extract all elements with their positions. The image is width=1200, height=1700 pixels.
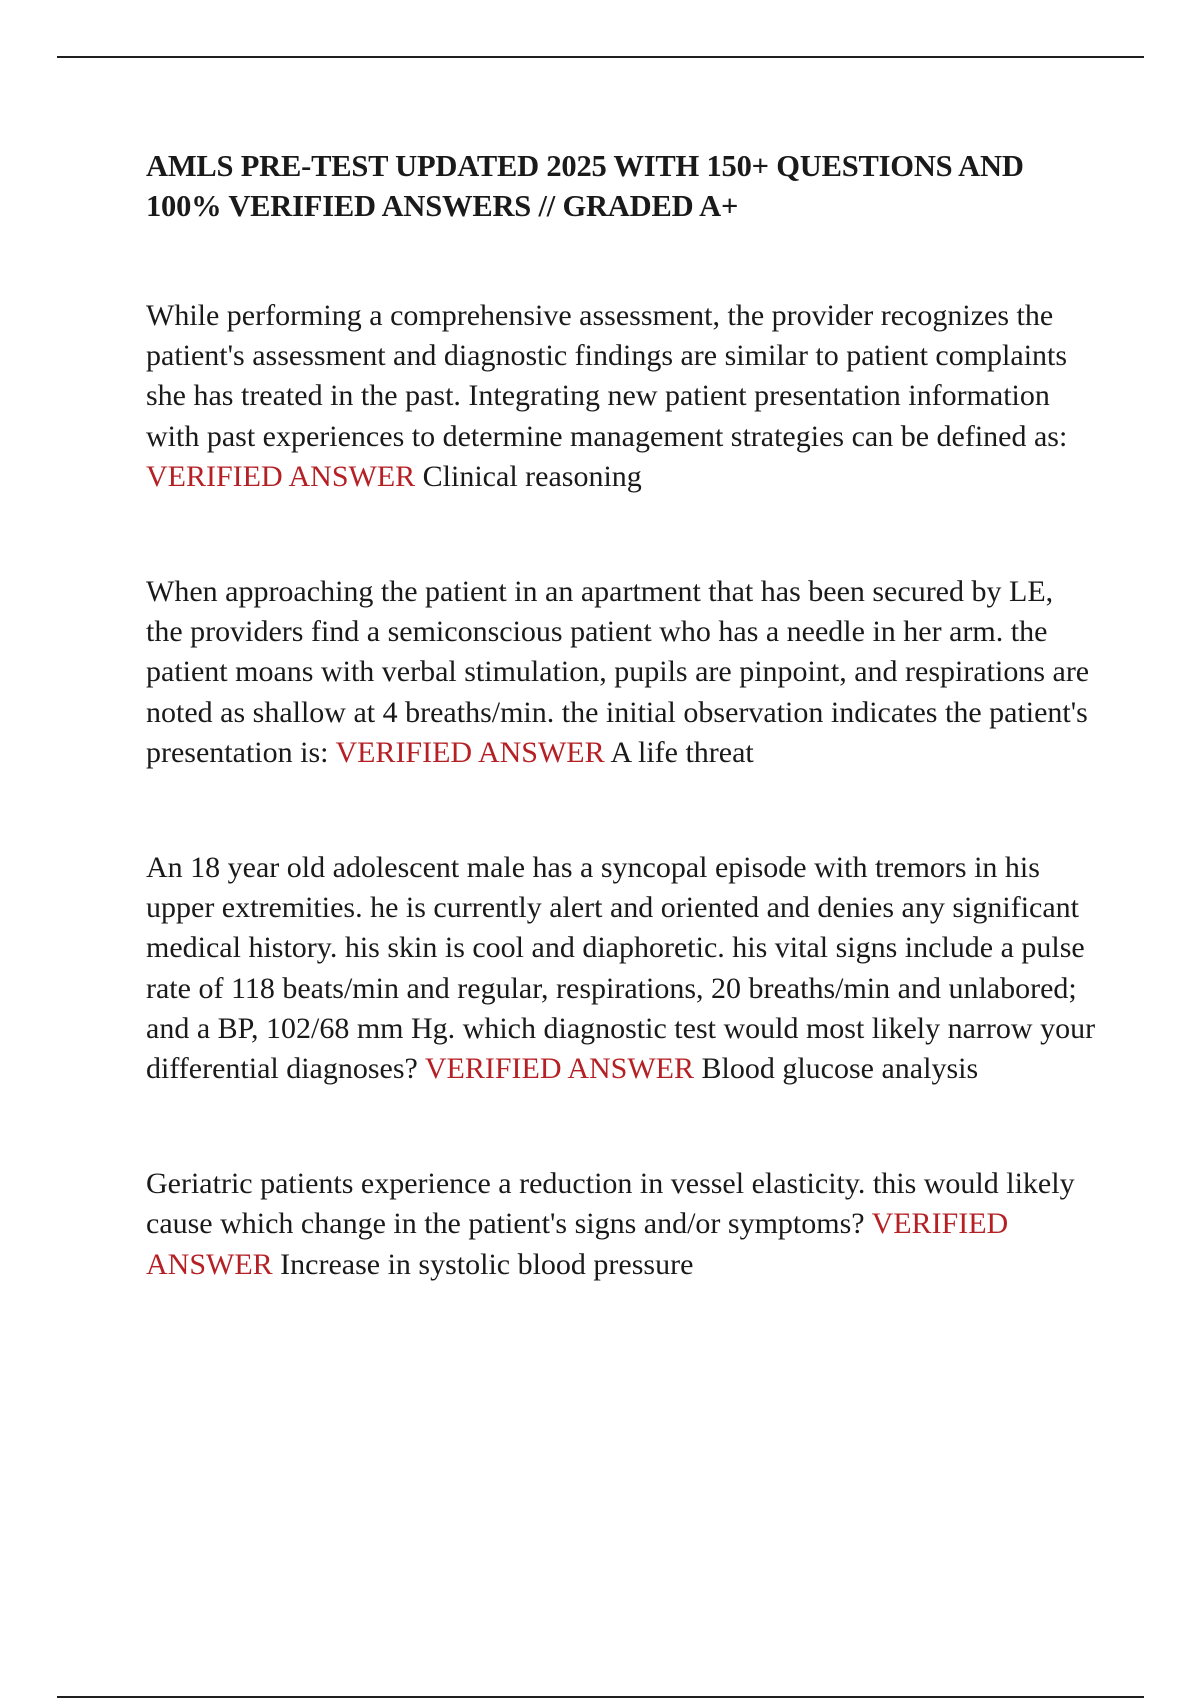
qa-item-4 <box>146 1164 1096 1285</box>
qa-item-2 <box>146 572 1096 773</box>
document-title: AMLS PRE-TEST UPDATED 2025 WITH 150+ QUESTIONS AND 100% VERIFIED ANSWERS // GRADED A+ <box>146 149 1024 223</box>
answer-text: A life threat <box>610 735 754 769</box>
question-text: Geriatric patients experience a reduction in vessel elasticity. this would likely cause which change in the patient's signs and/or symptoms? <box>146 1167 1075 1241</box>
header-rule <box>57 56 1144 58</box>
question-text: An 18 year old adolescent male has a syncopal episode with tremors in his upper extremities. he is currently alert and oriented and denies any significant medical history. his skin is cool and diaphoretic. his vital signs include a pulse rate of 118 beats/min and regular, respirations, 20 breaths/min and unlabored; and a BP, 102/68 mm Hg. which diagnostic test would most likely narrow your differential diagnoses? <box>146 851 1096 1086</box>
footer-rule <box>57 1696 1144 1698</box>
verified-answer-label: VERIFIED ANSWER <box>335 735 605 769</box>
verified-answer-label: VERIFIED ANSWER <box>424 1052 694 1086</box>
answer-text: Increase in systolic blood pressure <box>280 1247 694 1281</box>
question-text: When approaching the patient in an apartment that has been secured by LE, the providers find a semiconscious patient who has a needle in her arm. the patient moans with verbal stimulation, pupils are pinpoint, and respirations are noted as shallow at 4 breaths/min. the initial observation indicates the patient's presentation is: <box>146 575 1090 769</box>
answer-text: Clinical reasoning <box>422 459 642 493</box>
answer-text: Blood glucose analysis <box>701 1052 979 1086</box>
qa-item-1 <box>146 296 1096 497</box>
verified-answer-label: VERIFIED ANSWER <box>146 1207 1009 1281</box>
verified-answer-label: VERIFIED ANSWER <box>146 459 416 493</box>
document-body <box>146 146 1096 1285</box>
qa-item-3 <box>146 848 1096 1089</box>
question-text: While performing a comprehensive assessment, the provider recognizes the patient's assessment and diagnostic findings are similar to patient complaints she has treated in the past. Integrating new patient presentation information with past experiences to determine management strategies can be defined as: <box>146 299 1068 453</box>
